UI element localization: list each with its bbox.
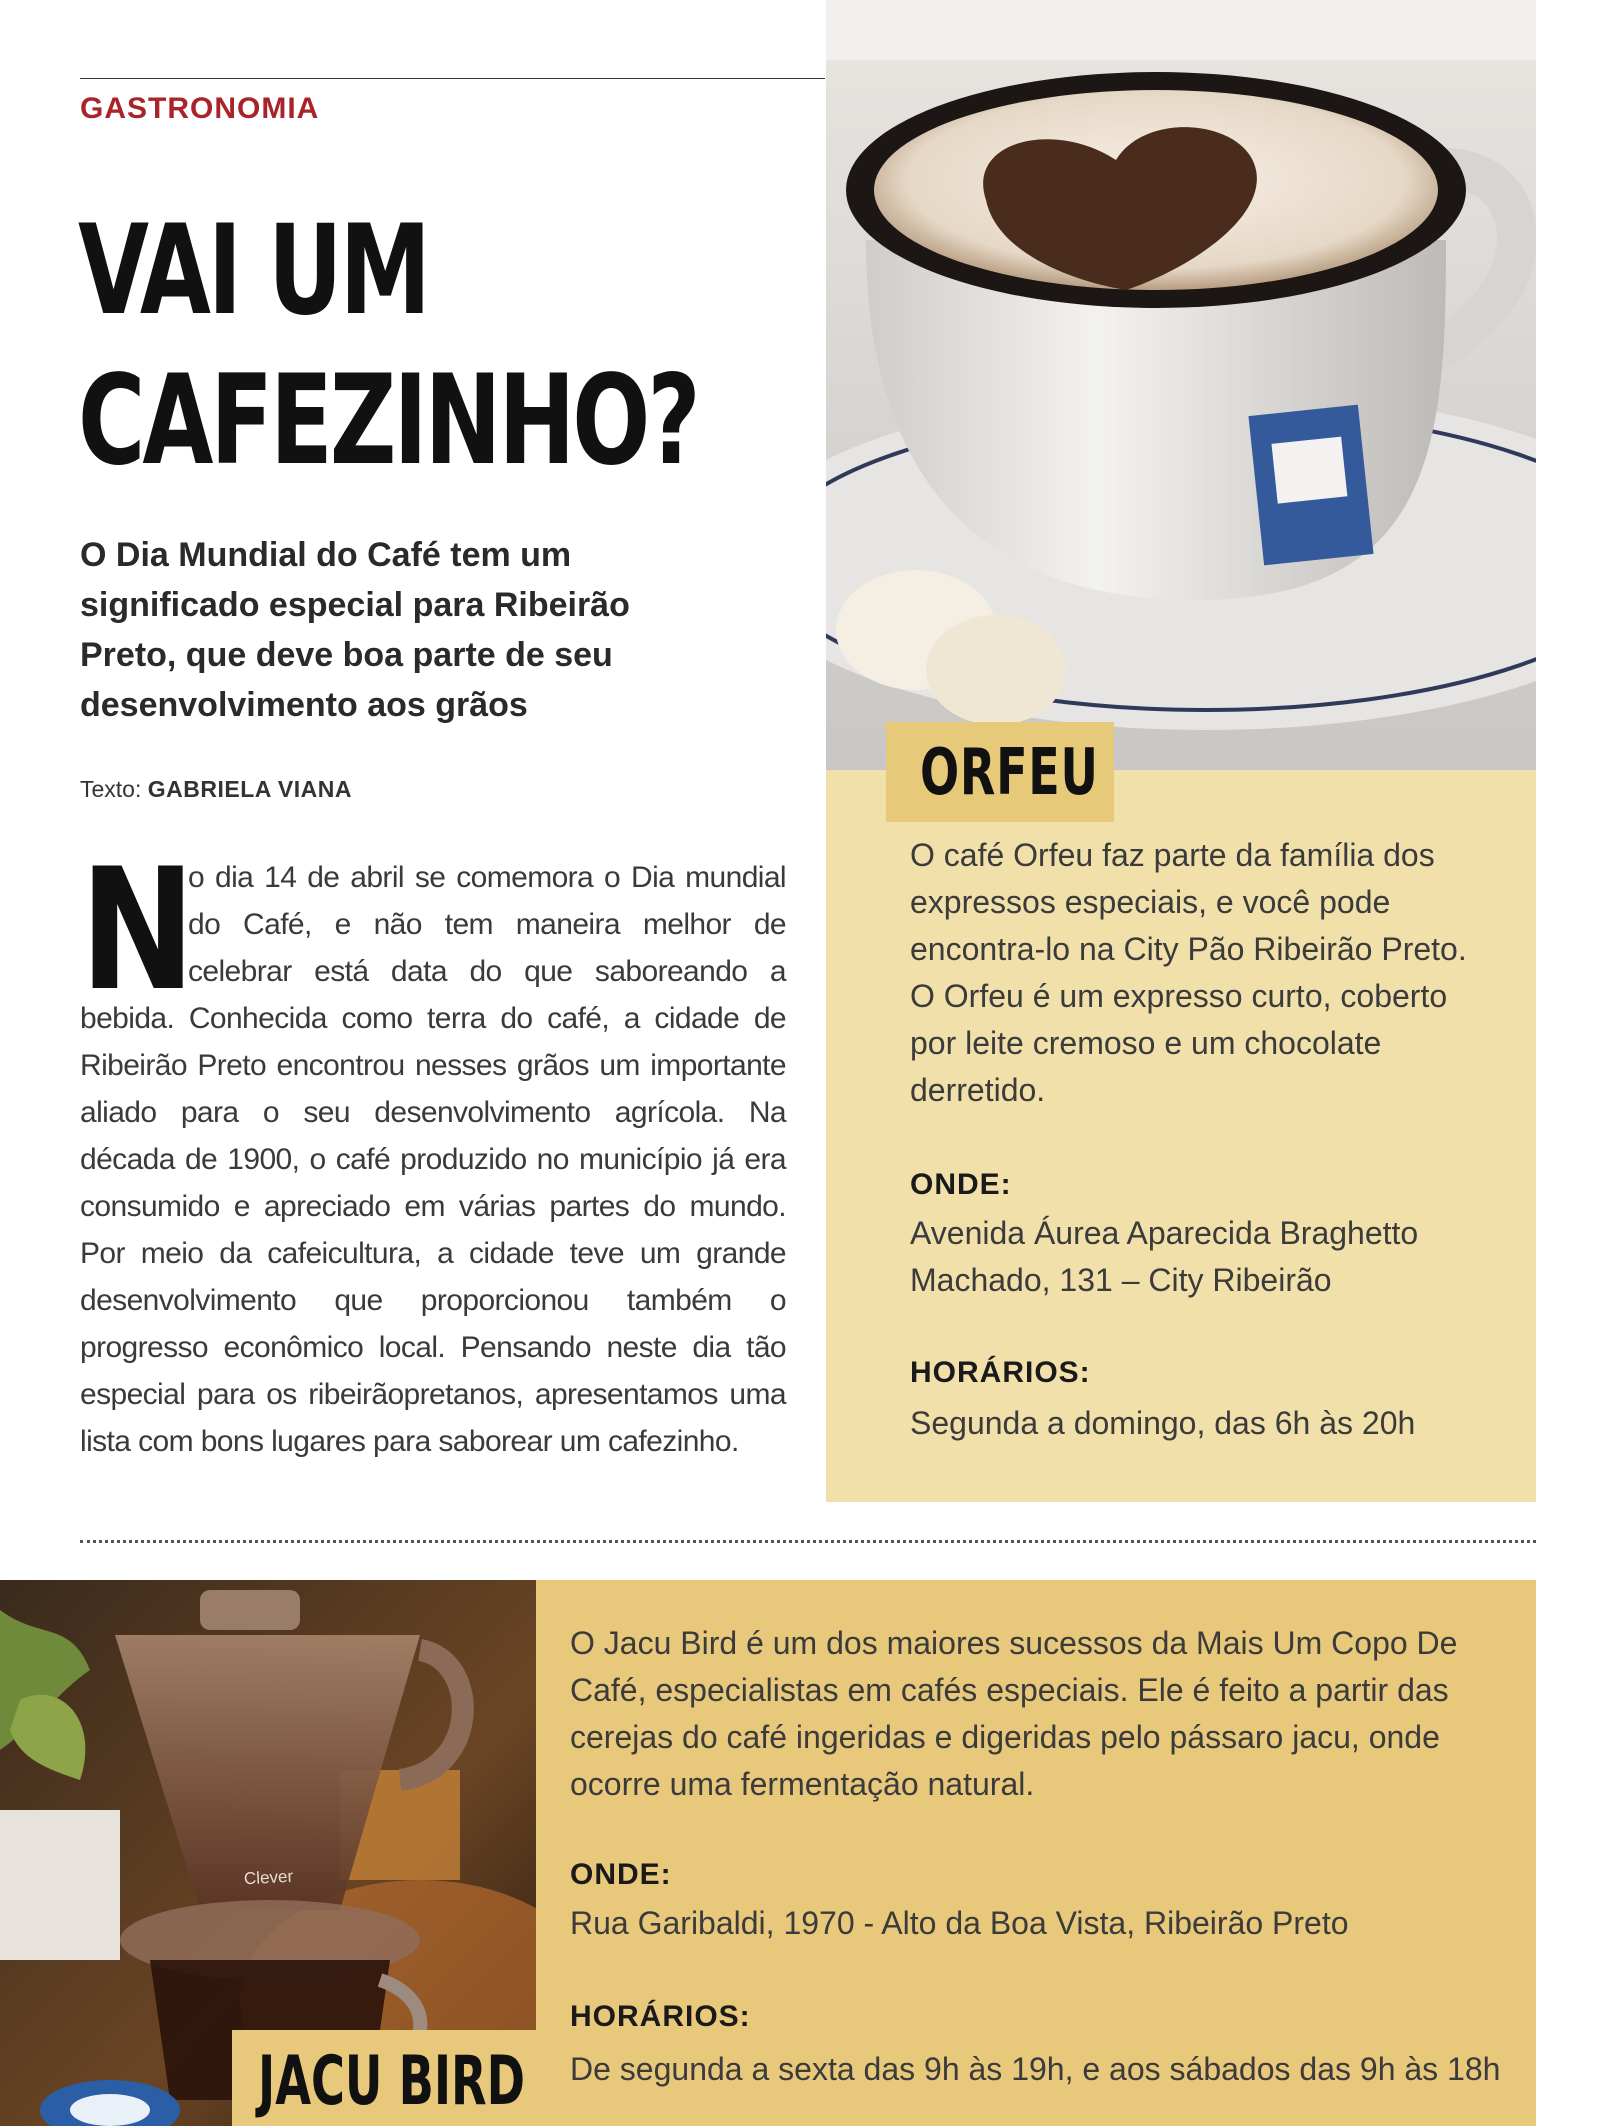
top-rule [80, 78, 825, 79]
headline-line-1: VAI UM [78, 199, 428, 343]
orfeu-title-tag [886, 722, 1114, 822]
drop-cap: N [80, 832, 195, 1028]
orfeu-title: ORFEU [920, 736, 1099, 810]
jacu-hours: De segunda a sexta das 9h às 19h, e aos sábados das 9h às 18h [570, 2051, 1501, 2087]
orfeu-hours-label: HORÁRIOS: [910, 1356, 1091, 1389]
section-label: GASTRONOMIA [80, 92, 320, 125]
jacu-hours-label: HORÁRIOS: [570, 2000, 751, 2033]
byline-author: GABRIELA VIANA [147, 776, 352, 802]
headline-line-2: CAFEZINHO? [78, 349, 698, 493]
orfeu-description: O café Orfeu faz parte da família dos expressos especiais, e você pode encontra-lo na City Pão Ribeirão Preto. O Orfeu é um expresso curto, coberto por leite cremoso e um chocolate derretido. [910, 837, 1467, 1108]
jacu-where-label: ONDE: [570, 1858, 672, 1891]
jacu-description: O Jacu Bird é um dos maiores sucessos da Mais Um Copo De Café, especialistas em cafés especiais. Ele é feito a partir das cerejas do café ingeridas e digeridas pelo pássaro jacu, onde ocorre uma fermentação natural. [570, 1625, 1458, 1802]
subhead: O Dia Mundial do Café tem um significado especial para Ribeirão Preto, que deve boa parte de seu desenvolvimento aos grãos [80, 536, 630, 724]
jacu-title-tag [232, 2030, 536, 2126]
article-body [80, 832, 786, 1465]
byline-label: Texto: [80, 776, 142, 802]
dripper-brand-text: Clever [243, 1866, 294, 1889]
headline [78, 196, 698, 496]
orfeu-address: Avenida Áurea Aparecida Braghetto Machado, 131 – City Ribeirão [910, 1215, 1419, 1298]
jacu-address: Rua Garibaldi, 1970 - Alto da Boa Vista, Ribeirão Preto [570, 1905, 1349, 1941]
jacu-title: JACU BIRD [258, 2042, 526, 2121]
article-body-text: o dia 14 de abril se comemora o Dia mundial do Café, e não tem maneira melhor de celebrar está data do que saboreando a bebida. Conhecida como terra do café, a cidade de Ribeirão Preto encontrou nesses grãos um importante aliado para o seu desenvolvimento agrícola. Na década de 1900, o café produzido no município já era consumido e apreciado em várias partes do mundo. Por meio da cafeicultura, a cidade teve um grande desenvolvimento que proporcionou também o progresso econômico local. Pensando neste dia tão especial para os ribeirãopretanos, apresentamos uma lista com bons lugares para saborear um cafezinho. [80, 861, 786, 1458]
section-divider [80, 1540, 1536, 1543]
byline [80, 776, 352, 803]
orfeu-cup-illustration [826, 0, 1536, 770]
orfeu-hours: Segunda a domingo, das 6h às 20h [910, 1405, 1416, 1441]
orfeu-where-label: ONDE: [910, 1168, 1012, 1201]
orfeu-photo [826, 0, 1536, 770]
